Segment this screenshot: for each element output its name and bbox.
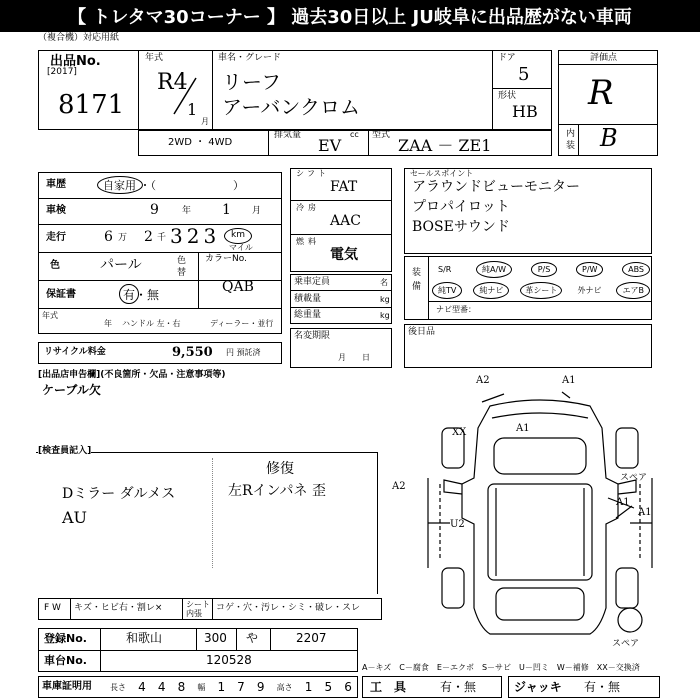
color-code-label: カラーNo. [205, 254, 247, 264]
year-month: 1 [187, 100, 198, 119]
equipment-pw: P/W [576, 262, 603, 277]
first-reg-label: 年式 [42, 311, 58, 320]
color-label: 色 [50, 260, 60, 271]
lot-number: 8171 [58, 90, 125, 120]
tools-label: 工 具 [370, 680, 407, 694]
doors-value: 5 [518, 64, 530, 85]
equipment-abs: ABS [622, 262, 650, 277]
equipment-tv: 純TV [432, 282, 462, 299]
year-month-unit: 月 [201, 117, 209, 126]
cert-width-2: 7 [237, 680, 245, 694]
warranty-value: 有・無 [123, 288, 160, 302]
year-value: R4 [157, 70, 188, 95]
damage-mark-u2: U2 [450, 519, 465, 530]
report-note: ケーブル欠 [42, 383, 101, 397]
first-reg-handle: ハンドル 左・右 [122, 319, 181, 328]
cert-length-label: 長さ [110, 682, 127, 692]
cert-length-2: 4 [157, 680, 166, 694]
mileage-man: 6 [104, 229, 113, 245]
equipment-row-2 [432, 279, 650, 301]
report-label: [出品店申告欄](不良箇所・欠品・注意事項等) [38, 370, 226, 380]
cert-length-3: 8 [177, 680, 186, 694]
gross-unit: kg [380, 311, 390, 320]
selling-point-1: アラウンドビューモニター [412, 179, 580, 195]
cert-height-label: 高さ [276, 682, 293, 692]
damage-mark-a1-top: A1 [562, 375, 576, 386]
interior-value: B [600, 124, 618, 152]
displacement-value: EV [318, 136, 342, 155]
history-label: 車歴 [46, 179, 66, 190]
cert-dims [104, 676, 358, 698]
inspection-year: 9 [150, 202, 159, 218]
chassis-label: 車台No. [44, 654, 87, 667]
cert-width-1: 1 [217, 680, 226, 694]
inspection-month-unit: 月 [252, 206, 262, 216]
grade-value: R [588, 73, 614, 113]
equipment-row-1 [432, 258, 650, 280]
model-grade: アーバンクロム [222, 95, 360, 119]
load-label: 積載量 [294, 294, 322, 304]
registration-place: 和歌山 [126, 631, 163, 645]
lot-year-tag: [2017] [47, 67, 77, 77]
equipment-sr: S/R [438, 264, 452, 274]
fuel-label: 燃料 [296, 237, 320, 246]
jack-label: ジャッキ [514, 680, 562, 694]
model-label: 車名・グレード [218, 53, 282, 63]
grade-label: 評価点 [590, 53, 618, 63]
inspector-note-4: 左Rインパネ 歪 [228, 483, 327, 499]
damage-mark-a1-right: A1 [638, 507, 652, 518]
model-code-label: 型式 [372, 130, 391, 140]
inspection-year-unit: 年 [182, 206, 192, 216]
spec-table [38, 172, 282, 334]
color-change-label: 色替 [177, 256, 187, 278]
capacity-label: 乗車定員 [294, 277, 331, 287]
registration-kana: や [246, 631, 259, 645]
inspection-month: 1 [222, 202, 231, 218]
cert-length-1: 4 [138, 680, 146, 694]
model-code-value: ZAA － ZE1 [398, 136, 492, 155]
load-unit: kg [380, 295, 390, 304]
selling-point-3: BOSEサウンド [412, 219, 510, 235]
damage-mark-a2-top: A2 [476, 375, 490, 386]
warranty-label: 保証書 [46, 289, 76, 300]
mileage-man-unit: 万 [118, 233, 128, 243]
equipment-ext-navi: 外ナビ [577, 285, 602, 295]
capacity-unit: 名 [380, 278, 388, 287]
displacement-label: 排気量 [274, 130, 302, 140]
inspection-label: 車検 [46, 205, 66, 216]
spare-label: スペア [612, 639, 640, 649]
name-change-label: 名変期限 [294, 331, 331, 341]
fuel-value: 電気 [330, 247, 358, 263]
after-items-label: 後日品 [408, 327, 436, 337]
fw-text: キズ・ヒビ右・割レ× [74, 603, 163, 613]
cert-width-label: 幅 [197, 682, 206, 692]
name-change-unit: 月 日 [338, 353, 370, 362]
registration-label: 登録No. [44, 632, 87, 645]
recycle-label: リサイクル料金 [44, 347, 106, 357]
fw-sheet: シート 内張 [186, 600, 210, 618]
shift-value: FAT [330, 179, 358, 195]
history-value: 自家用 ・（ ） [103, 179, 244, 192]
mileage-label: 走行 [46, 232, 66, 243]
first-reg-year-unit: 年 [104, 319, 112, 328]
equipment-ps: P/S [531, 262, 558, 277]
navi-model-label: ナビ型番： [436, 305, 476, 314]
mileage-unit-mile: マイル [229, 243, 253, 252]
car-damage-diagram [410, 388, 670, 658]
damage-mark-a2-left: A2 [392, 481, 406, 492]
mileage-unit: km [231, 230, 245, 240]
ac-label: 冷房 [296, 203, 320, 212]
damage-mark-a1-hood: A1 [516, 423, 530, 434]
sheet-subheader: （複合機）対応用紙 [38, 33, 120, 43]
equipment-leather: 革シート [520, 282, 562, 299]
cert-height-1: 1 [304, 680, 313, 694]
damage-mark-a1-side: A1 [616, 497, 630, 508]
lot-label: 出品No. [50, 54, 101, 69]
ac-value: AAC [330, 213, 361, 229]
fw-label: F W [44, 603, 61, 613]
mileage-rest: 323 [170, 224, 221, 248]
first-reg-dealer: ディーラー・並行 [210, 319, 274, 328]
equipment-navi: 純ナビ [473, 282, 509, 299]
fw-text-2: コゲ・穴・汚レ・シミ・破レ・スレ [216, 603, 361, 613]
selling-points-label: セールスポイント [410, 169, 474, 178]
mileage-sen: 2 [144, 229, 153, 245]
mileage-sen-unit: 千 [157, 233, 167, 243]
color-value: パール [100, 257, 142, 273]
selling-point-2: プロパイロット [412, 199, 510, 215]
inspector-note-2: AU [62, 508, 88, 527]
doors-label: ドア [498, 53, 516, 63]
after-items-box [404, 324, 652, 368]
cert-height-2: 5 [324, 680, 333, 694]
cert-label: 車庫証明用 [42, 681, 92, 692]
inspector-label: [検査員記入] [38, 446, 92, 456]
inspector-note-3: 修復 [266, 461, 294, 477]
gross-label: 総重量 [294, 310, 322, 320]
registration-class: 300 [204, 631, 227, 645]
body-type-label: 形状 [498, 91, 517, 101]
color-code: QAB [222, 279, 254, 295]
equipment-label: 装備 [412, 268, 422, 292]
year-label: 年式 [145, 53, 164, 63]
jack-value: 有・無 [584, 680, 621, 694]
cert-height-3: 6 [344, 680, 352, 694]
registration-number: 2207 [296, 631, 327, 645]
inspector-box [36, 452, 378, 594]
equipment-aw: 純A/W [476, 261, 512, 278]
cert-width-3: 9 [256, 680, 265, 694]
damage-legend: A－キズ C－腐食 E－エクボ S－サビ U－凹ミ W－補修 XX－交換済 [362, 663, 640, 672]
shift-label: シフト [296, 169, 329, 178]
tools-value: 有・無 [440, 680, 477, 694]
displacement-unit: cc [350, 130, 359, 139]
equipment-airbag: エアB [616, 282, 650, 299]
spare-tire-label: スペア [620, 473, 648, 483]
interior-label: 内装 [566, 129, 576, 151]
drive-value: 2WD ・ 4WD [168, 137, 233, 148]
damage-mark-xx: XX [452, 427, 467, 438]
recycle-unit: 円 預託済 [226, 348, 261, 357]
header-banner: 【 トレタマ30コーナー 】 過去30日以上 JU岐阜に出品歴がない車両 [0, 0, 700, 32]
chassis-value: 120528 [206, 653, 252, 667]
inspector-note-1: Dミラー ダルメス [62, 486, 176, 502]
recycle-value: 9,550 [172, 345, 213, 360]
model-name: リーフ [222, 70, 281, 94]
body-type-value: HB [512, 102, 538, 121]
